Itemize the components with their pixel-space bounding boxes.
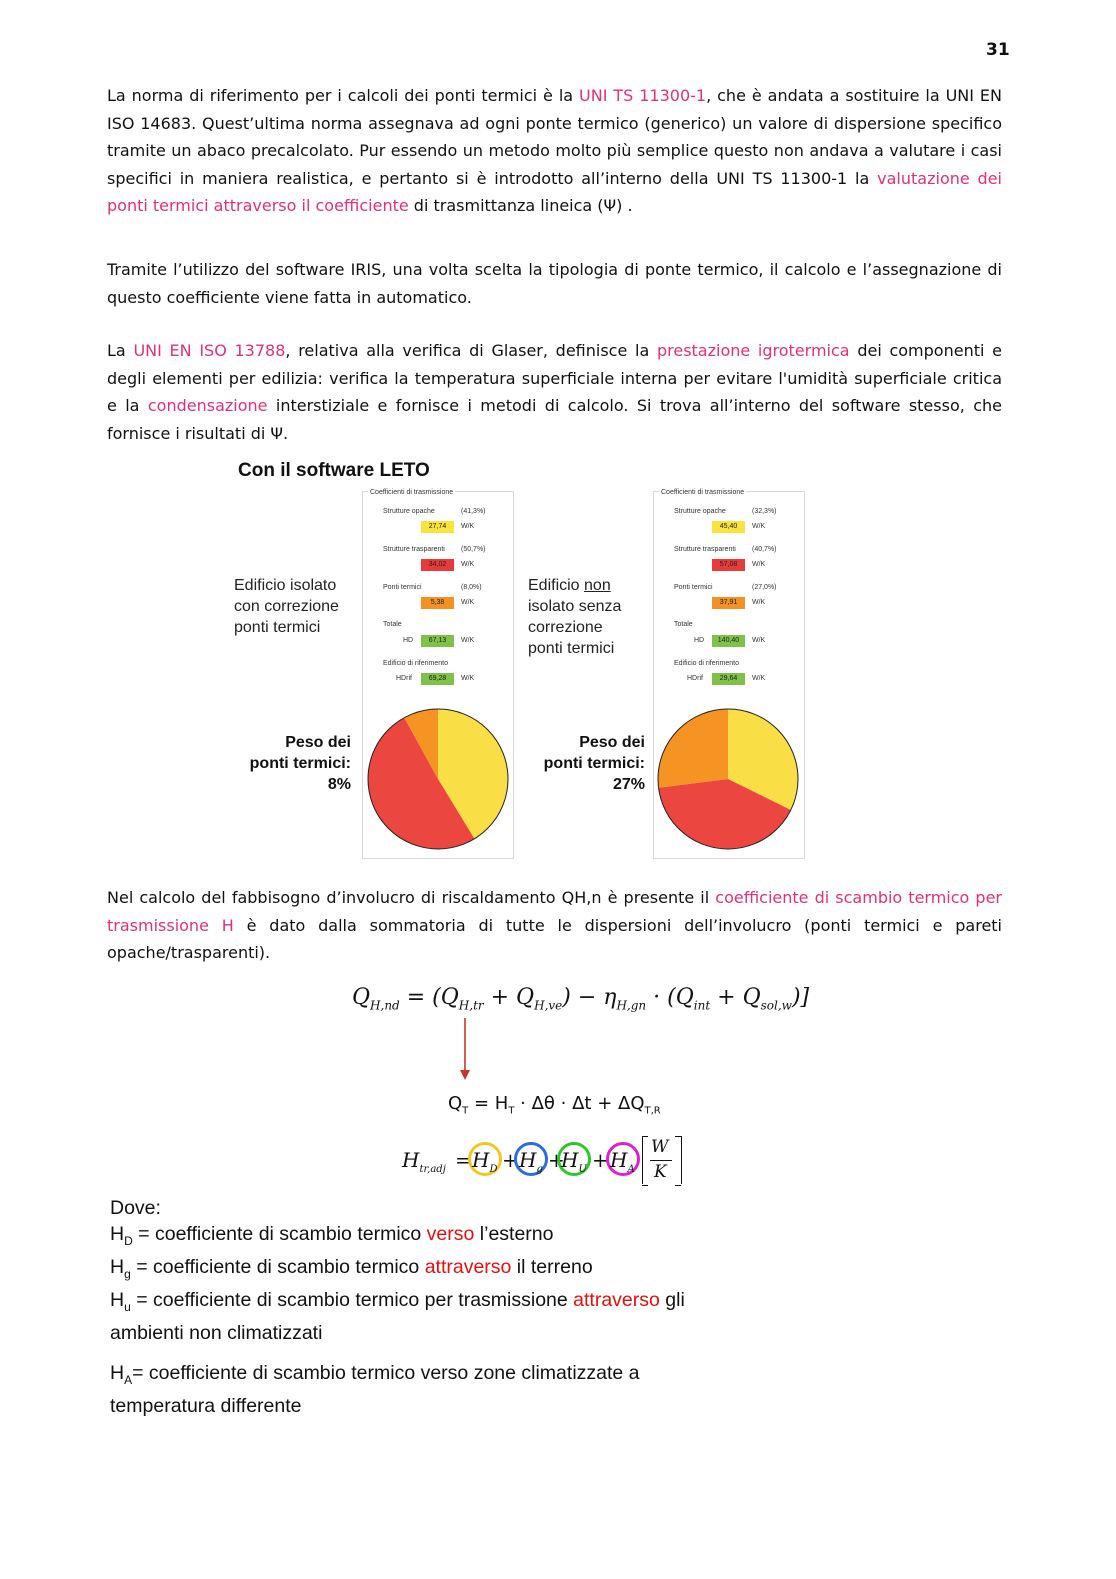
text: Nel calcolo del fabbisogno d’involucro di riscaldamento QH,n è presente il xyxy=(107,888,716,907)
text: interstiziale e fornisce i metodi di calcolo. Si trova all’interno del software stesso, che fornisce i risultati di Ψ. xyxy=(107,396,1002,443)
unit: W/K xyxy=(752,561,766,568)
peso-left xyxy=(221,732,351,795)
hdrif-value: 29,64 xyxy=(712,673,745,685)
ponti-pct: (27,0%) xyxy=(752,584,777,591)
formula-qhnd: $Q_{H,nd} = (Q_{H,tr} + Q_{H,ve}) - \eta_{H,gn} \cdot (Q_{int} + Q_{sol,w})$] xyxy=(352,985,810,1013)
paragraph-iris: Tramite l’utilizzo del software IRIS, una volta scelta la tipologia di ponte termico, il calcolo e l’assegnazione di questo coefficiente viene fatta in automatico. xyxy=(107,260,1002,307)
text: = coefficiente di scambio termico xyxy=(132,1223,427,1245)
bracket-right xyxy=(675,1136,681,1186)
text: La xyxy=(107,341,134,360)
unit: W/K xyxy=(752,675,766,682)
peso-right xyxy=(515,732,645,795)
arrow-down-icon xyxy=(459,1018,471,1082)
opache-label: Strutture opache xyxy=(383,508,435,515)
hdrif-label: HDrif xyxy=(687,675,703,682)
bracket-left xyxy=(642,1136,648,1186)
peso-value: 27% xyxy=(612,776,645,793)
text: = coefficiente di scambio termico per trasmissione xyxy=(130,1288,574,1311)
highlight-prestazione: prestazione igrotermica xyxy=(656,341,850,360)
ponti-value: 37,91 xyxy=(712,597,745,609)
text: H xyxy=(110,1255,125,1278)
rif-label: Edificio di riferimento xyxy=(674,660,739,667)
caption-line: Edificio isolato xyxy=(234,577,337,594)
figure-title: Con il software LETO xyxy=(238,460,430,481)
def-hu xyxy=(110,1287,685,1320)
trasp-pct: (40,7%) xyxy=(752,546,777,553)
underlined-text: non xyxy=(584,577,611,594)
hd-label: HD xyxy=(694,637,705,644)
ponti-value: 5,38 xyxy=(421,597,454,609)
def-hg xyxy=(110,1254,685,1287)
text: di trasmittanza lineica (Ψ) . xyxy=(408,196,633,215)
totale-label: Totale xyxy=(383,621,402,628)
text: La norma di riferimento per i calcoli dei ponti termici è la xyxy=(107,86,580,105)
caption-left xyxy=(234,575,339,638)
paragraph-norma xyxy=(107,82,1002,220)
text: H xyxy=(110,1288,125,1311)
trasp-value: 34,02 xyxy=(421,559,454,571)
unit: W/K xyxy=(461,637,475,644)
unit: W/K xyxy=(461,523,475,530)
text: è dato dalla sommatoria di tutte le dispersioni dell’involucro (ponti termici e pareti opache/trasparenti). xyxy=(107,915,1003,962)
unit: W/K xyxy=(752,599,766,606)
pie-chart-left xyxy=(366,707,510,851)
text-red: attraverso xyxy=(424,1255,512,1278)
caption-line: correzione xyxy=(528,619,603,636)
opache-label: Strutture opache xyxy=(674,508,726,515)
text: g xyxy=(124,1266,131,1281)
text: , relativa alla verifica di Glaser, definisce la xyxy=(285,341,657,360)
highlight-coefficiente: coefficiente di scambio termico per trasmissione H xyxy=(107,888,1002,935)
text: , che è andata a sostituire la UNI EN ISO 14683. Quest’ultima norma assegnava ad ogni ponte termico (generico) un valore di dispersione specifico tramite un abaco precalcolato. Pur essendo un metodo molto più semplice questo non andava a valutare i casi specifici in maniera realistica, e pertanto si è introdotto all’interno della UNI TS 11300-1 la xyxy=(107,86,1002,188)
text: gli xyxy=(659,1288,685,1311)
caption-line: con correzione xyxy=(234,598,339,615)
def-hu-line2: ambienti non climatizzati xyxy=(110,1321,323,1344)
unit: W/K xyxy=(461,599,475,606)
unit: W/K xyxy=(752,523,766,530)
def-ha xyxy=(110,1360,685,1393)
caption-right xyxy=(528,575,621,659)
unit: W/K xyxy=(461,675,475,682)
text: u xyxy=(124,1299,131,1314)
formula-qt: $Q_T = H_T \cdot \Delta\theta \cdot \Delta t + \Delta Q_{T,R}$ xyxy=(448,1093,661,1117)
hd-value: 140,40 xyxy=(712,635,745,647)
peso-line: ponti termici: xyxy=(543,755,645,772)
text: = coefficiente di scambio termico xyxy=(130,1255,425,1278)
caption-line: ponti termici xyxy=(528,640,615,657)
caption-line: ponti termici xyxy=(234,619,321,636)
ponti-label: Ponti termici xyxy=(383,584,422,591)
totale-label: Totale xyxy=(674,621,693,628)
trasp-label: Strutture trasparenti xyxy=(383,546,445,553)
pie-chart-right xyxy=(656,707,800,851)
text: A xyxy=(124,1372,133,1387)
highlight-uni-en-iso: UNI EN ISO 13788 xyxy=(133,341,286,360)
highlight-valutazione: valutazione dei ponti termici attraverso il coefficiente xyxy=(107,168,1002,215)
text: l’esterno xyxy=(474,1223,554,1245)
opache-value: 27,74 xyxy=(421,521,454,533)
unit: W/K xyxy=(461,561,475,568)
paragraph-fabbisogno xyxy=(107,884,1002,967)
paragraph-glaser xyxy=(107,337,1002,447)
peso-line: ponti termici: xyxy=(249,755,351,772)
text: = coefficiente di scambio termico verso zone climatizzate a xyxy=(132,1361,640,1384)
opache-value: 45,40 xyxy=(712,521,745,533)
panel-header: Coefficienti di trasmissione xyxy=(661,489,745,496)
text: il terreno xyxy=(511,1255,593,1278)
caption-line: isolato senza xyxy=(528,598,622,615)
def-hd xyxy=(110,1221,685,1254)
text: dei componenti e degli elementi per edilizia: verifica la temperatura superficiale interna per evitare l'umidità superficiale critica e la xyxy=(107,341,1002,415)
ponti-label: Ponti termici xyxy=(674,584,713,591)
dove-title: Dove: xyxy=(110,1197,161,1219)
text: Edificio xyxy=(528,577,585,594)
ponti-pct: (8,0%) xyxy=(461,584,482,591)
pie-slice-ponti-termici xyxy=(658,709,728,788)
caption-line xyxy=(528,575,621,596)
hdrif-value: 69,28 xyxy=(421,673,454,685)
def-ha-line2: temperatura differente xyxy=(110,1394,302,1417)
opache-pct: (32,3%) xyxy=(752,508,777,515)
text: D xyxy=(124,1233,133,1248)
page-number: 31 xyxy=(986,40,1010,60)
highlight-uni-ts: UNI TS 11300-1 xyxy=(579,86,707,105)
text: H xyxy=(110,1223,125,1245)
peso-value: 8% xyxy=(327,776,351,793)
highlight-condensazione: condensazione xyxy=(147,396,268,415)
trasp-pct: (50,7%) xyxy=(461,546,486,553)
trasp-value: 57,08 xyxy=(712,559,745,571)
hd-label: HD xyxy=(403,637,414,644)
hd-value: 67,13 xyxy=(421,635,454,647)
rif-label: Edificio di riferimento xyxy=(383,660,448,667)
unit: W/K xyxy=(752,637,766,644)
text-red: attraverso xyxy=(573,1288,660,1311)
trasp-label: Strutture trasparenti xyxy=(674,546,736,553)
peso-line: Peso dei xyxy=(285,734,351,751)
text-red: verso xyxy=(426,1223,475,1245)
dove-section xyxy=(110,1195,685,1419)
panel-header: Coefficienti di trasmissione xyxy=(370,489,454,496)
hdrif-label: HDrif xyxy=(396,675,412,682)
opache-pct: (41,3%) xyxy=(461,508,486,515)
peso-line: Peso dei xyxy=(579,734,645,751)
text: H xyxy=(110,1361,125,1384)
